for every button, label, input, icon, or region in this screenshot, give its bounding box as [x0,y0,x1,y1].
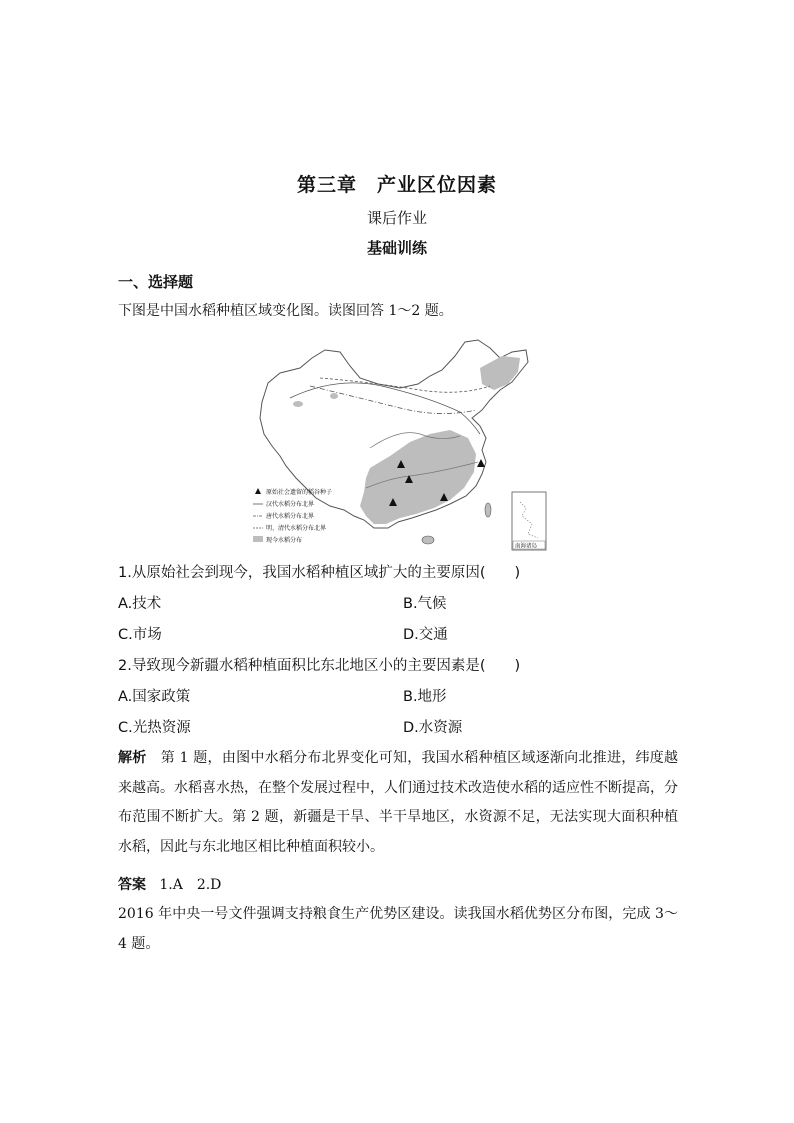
legend-item: 原始社会遗留的稻谷种子 [266,489,333,496]
option-c: C.光热资源 [118,720,191,736]
taiwan-island [485,503,491,517]
analysis-text: 第 1 题，由图中水稻分布北界变化可知，我国水稻种植区域逐渐向北推进，纬度越来越高。水稻喜水热，在整个发展过程中，人们通过技术改造使水稻的适应性不断提高，分布范围不断扩大。第 2 题，新疆是干旱、半干旱地区，水资源不足，无法实现大面积种植水稻，因此与东北地区相比种植面积较小。 [118,750,679,855]
legend-triangle-icon [255,488,261,494]
option-d: D.水资源 [403,720,463,736]
analysis-label: 解析 [118,750,147,766]
question-stem: 1.从原始社会到现今，我国水稻种植区域扩大的主要原因( ) [118,565,521,581]
option-d: D.交通 [403,627,448,643]
option-a: A.技术 [118,596,162,612]
hainan-island [422,536,434,544]
xinjiang-rice-patch [293,401,303,407]
option-b: B.地形 [403,689,447,705]
chapter-title: 第三章 产业区位因素 [296,174,497,196]
legend-item: 唐代水稻分布北界 [266,513,315,520]
xinjiang-rice-patch [330,393,338,399]
question-stem: 2.导致现今新疆水稻种植面积比东北地区小的主要因素是( ) [118,658,521,674]
option-a: A.国家政策 [118,689,191,705]
legend-gray-box-icon [253,536,263,542]
section-heading: 一、选择题 [118,273,194,291]
inset-label: 南海诸岛 [515,543,538,550]
analysis-block [118,744,678,862]
legend-item: 现今水稻分布 [266,537,303,544]
answer-label: 答案 [118,877,146,893]
next-intro: 2016 年中央一号文件强调支持粮食生产优势区建设。读我国水稻优势区分布图，完成 3～4 题。 [118,906,678,952]
legend-item: 汉代水稻分布北界 [266,501,315,508]
section-label: 基础训练 [366,239,427,257]
option-b: B.气候 [403,596,447,612]
option-c: C.市场 [118,627,162,643]
legend-item: 明、清代水稻分布北界 [266,525,327,532]
answer-block [118,874,221,894]
subtitle: 课后作业 [366,209,427,227]
china-rice-map [250,338,550,560]
answer-text: 1.A 2.D [159,877,222,893]
intro-text: 下图是中国水稻种植区域变化图。读图回答 1～2 题。 [118,303,453,319]
